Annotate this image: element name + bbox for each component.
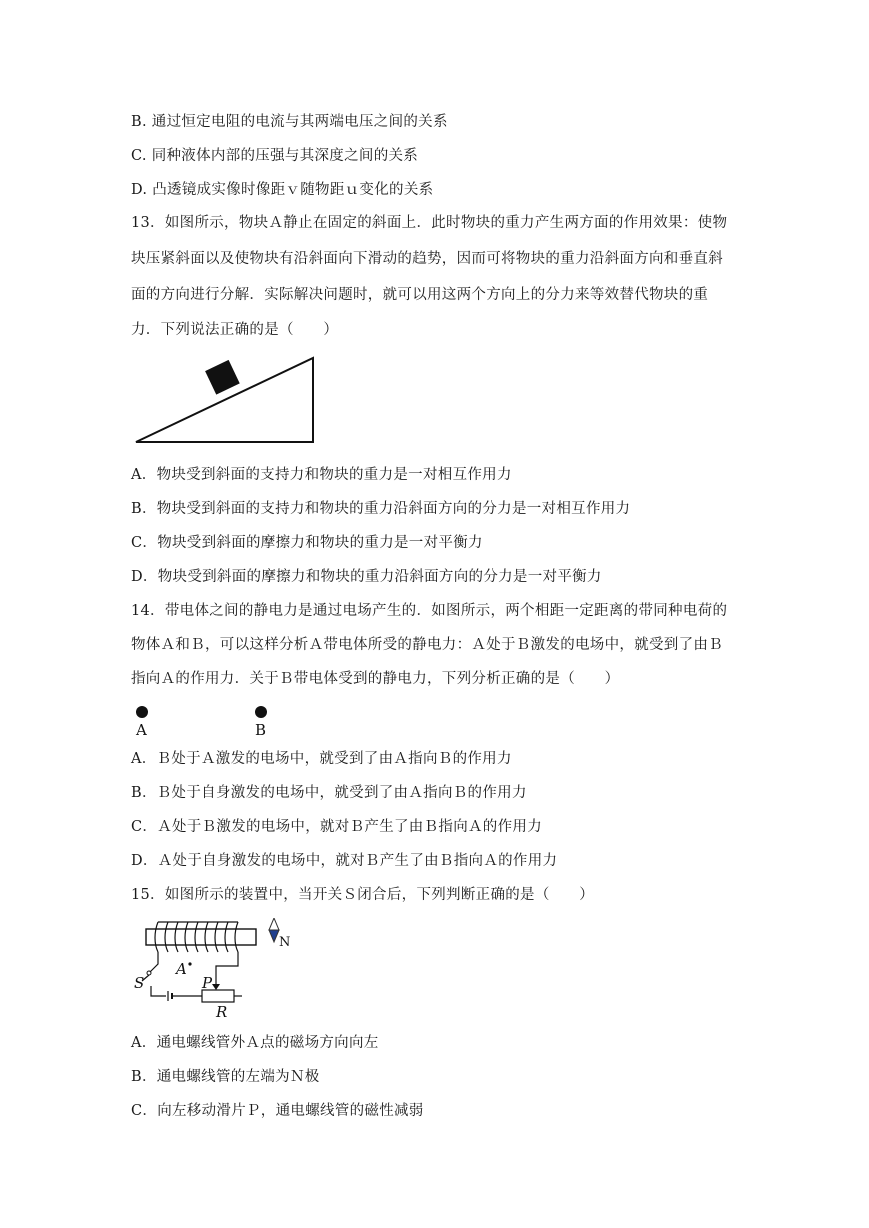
q15-option-c: C．向左移动滑片Ｐ，通电螺线管的磁性减弱	[131, 1103, 424, 1119]
prev-option-c: C. 同种液体内部的压强与其深度之间的关系	[131, 148, 419, 164]
q13-stem-line-1: 13．如图所示，物块Ａ静止在固定的斜面上．此时物块的重力产生两方面的作用效果：使物	[131, 215, 728, 231]
block-a	[205, 360, 240, 395]
charge-a-label: A	[136, 721, 147, 739]
q14-option-c: C．Ａ处于Ｂ激发的电场中，就对Ｂ产生了由Ｂ指向Ａ的作用力	[131, 819, 542, 835]
incline-figure	[130, 355, 320, 447]
switch-pivot	[147, 971, 151, 975]
q14-option-d: D．Ａ处于自身激发的电场中，就对Ｂ产生了由Ｂ指向Ａ的作用力	[131, 853, 558, 869]
q13-option-d: D．物块受到斜面的摩擦力和物块的重力沿斜面方向的分力是一对平衡力	[131, 569, 602, 585]
charges-figure	[130, 700, 280, 740]
compass-n-label: N	[279, 935, 291, 950]
solenoid-coil	[155, 922, 238, 952]
q14-stem-line-1: 14．带电体之间的静电力是通过电场产生的．如图所示，两个相距一定距离的带同种电荷的	[131, 603, 728, 619]
charge-b	[255, 706, 267, 718]
charge-a	[136, 706, 148, 718]
slider-label: P	[202, 974, 213, 992]
q14-stem-line-2: 物体Ａ和Ｂ，可以这样分析Ａ带电体所受的静电力：Ａ处于Ｂ激发的电场中，就受到了由Ｂ	[131, 637, 723, 653]
q15-option-a: A．通电螺线管外Ａ点的磁场方向向左	[131, 1035, 379, 1051]
compass-needle-icon	[269, 918, 279, 942]
q13-option-c: C．物块受到斜面的摩擦力和物块的重力是一对平衡力	[131, 535, 483, 551]
q13-stem-line-4: 力．下列说法正确的是（ ）	[131, 322, 339, 338]
prev-option-d: D. 凸透镜成实像时像距ｖ随物距ｕ变化的关系	[131, 182, 434, 198]
point-a-label: A	[176, 960, 187, 978]
q13-option-b: B．物块受到斜面的支持力和物块的重力沿斜面方向的分力是一对相互作用力	[131, 501, 631, 517]
point-a	[188, 962, 191, 965]
q14-stem-line-3: 指向Ａ的作用力．关于Ｂ带电体受到的静电力，下列分析正确的是（ ）	[131, 671, 620, 687]
slider-arrow	[212, 984, 220, 990]
q13-stem-line-3: 面的方向进行分解．实际解决问题时，就可以用这两个方向上的分力来等效替代物块的重	[131, 287, 709, 303]
q15-option-b: B．通电螺线管的左端为Ｎ极	[131, 1069, 320, 1085]
solenoid-circuit-figure	[130, 918, 300, 1024]
switch-label: S	[134, 974, 145, 992]
resistor-label: R	[216, 1003, 228, 1021]
q15-stem-line-1: 15．如图所示的装置中，当开关Ｓ闭合后，下列判断正确的是（ ）	[131, 887, 595, 903]
q14-option-b: B．Ｂ处于自身激发的电场中，就受到了由Ａ指向Ｂ的作用力	[131, 785, 527, 801]
solenoid-core	[146, 929, 256, 945]
q13-stem-line-2: 块压紧斜面以及使物块有沿斜面向下滑动的趋势，因而可将物块的重力沿斜面方向和垂直斜	[131, 251, 723, 267]
q14-option-a: A．Ｂ处于Ａ激发的电场中，就受到了由Ａ指向Ｂ的作用力	[131, 751, 512, 767]
q13-option-a: A．物块受到斜面的支持力和物块的重力是一对相互作用力	[131, 467, 512, 483]
charge-b-label: B	[255, 721, 267, 739]
prev-option-b: B. 通过恒定电阻的电流与其两端电压之间的关系	[131, 114, 448, 130]
